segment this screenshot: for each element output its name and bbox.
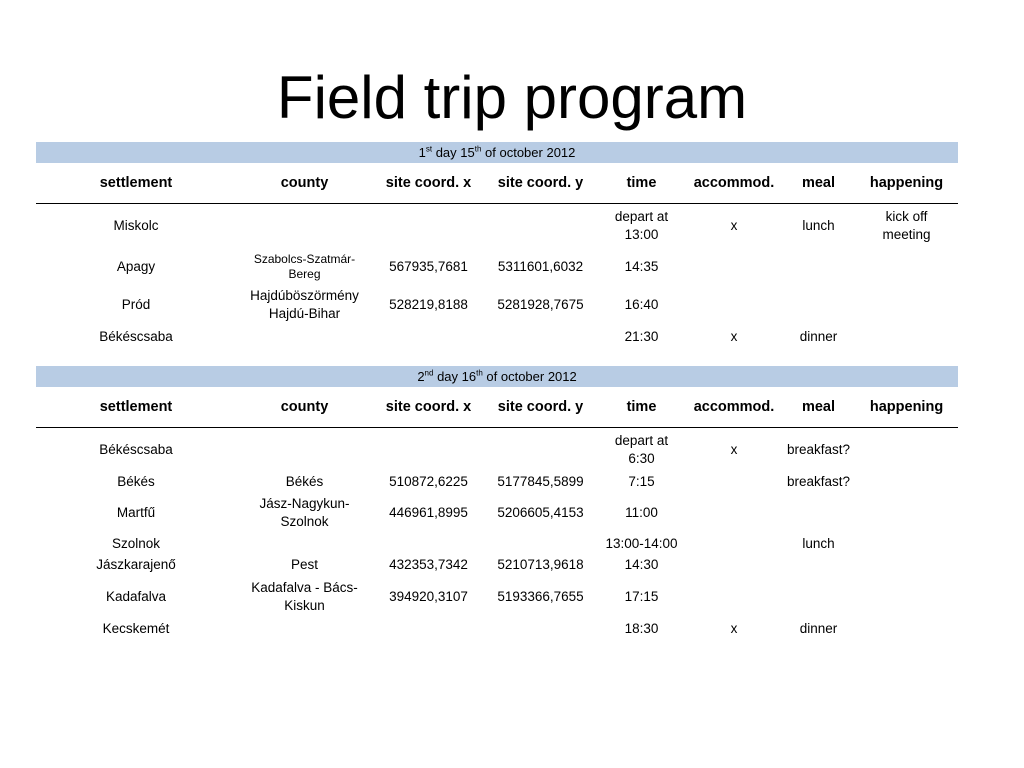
day2-table [36,366,958,640]
cell-county [236,324,373,350]
table-row [36,492,958,534]
cell-happening [855,248,958,286]
cell-accommod [686,286,782,324]
header-meal: meal [782,387,855,428]
cell-x [373,534,484,554]
cell-happening [855,618,958,640]
cell-x: 432353,7342 [389,556,468,572]
cell-meal [782,492,855,534]
cell-county: Jász-Nagykun-Szolnok [259,495,350,529]
cell-y [484,204,597,248]
cell-time: 21:30 [624,328,659,344]
cell-settlement: Pród [121,296,151,312]
cell-county [236,534,373,554]
cell-county [236,618,373,640]
header-site-coord-y: site coord. y [484,163,597,204]
cell-happening: kick off meeting [882,208,931,242]
cell-x [373,618,484,640]
header-happening: happening [855,163,958,204]
table-row [36,618,958,640]
cell-settlement: Békéscsaba [99,441,173,457]
cell-time: 16:40 [624,296,659,312]
cell-y [484,428,597,472]
cell-meal: breakfast? [786,473,851,489]
cell-y: 5177845,5899 [497,473,584,489]
cell-settlement: Miskolc [113,217,159,233]
cell-x: 394920,3107 [389,588,468,604]
header-county: county [236,163,373,204]
cell-county: Szabolcs-Szatmár-Bereg [253,251,356,281]
cell-y: 5281928,7675 [497,296,584,312]
cell-happening [855,534,958,554]
cell-settlement: Martfű [116,504,156,520]
header-settlement: settlement [36,163,236,204]
table-row [36,324,958,350]
header-county: county [236,387,373,428]
table-row [36,472,958,492]
cell-y: 5210713,9618 [497,556,584,572]
header-site-coord-x: site coord. x [373,163,484,204]
cell-settlement: Apagy [116,258,156,274]
cell-meal: lunch [802,535,835,551]
table-row [36,248,958,286]
cell-time: depart at 13:00 [614,208,669,242]
header-accommod: accommod. [686,387,782,428]
cell-settlement: Kecskemét [102,620,170,636]
header-time: time [597,163,686,204]
header-time: time [597,387,686,428]
cell-county: Pest [290,556,318,572]
day1-banner-text: 1st day 15th of october 2012 [36,142,958,163]
cell-settlement: Szolnok [111,535,161,551]
cell-accommod: x [730,217,738,233]
table-row [36,576,958,618]
cell-meal: dinner [799,620,838,636]
cell-happening [855,492,958,534]
cell-x: 510872,6225 [389,473,468,489]
cell-county [236,428,373,472]
cell-meal: breakfast? [786,441,851,457]
header-meal: meal [782,163,855,204]
cell-x: 567935,7681 [389,258,468,274]
cell-county: Békés [285,473,324,489]
cell-happening [855,286,958,324]
table-row [36,534,958,554]
day2-banner-text: 2nd day 16th of october 2012 [36,366,958,387]
cell-y: 5311601,6032 [497,258,584,274]
cell-time: 11:00 [625,504,658,520]
cell-settlement: Jászkarajenő [96,556,176,572]
cell-accommod: x [730,328,738,344]
cell-settlement: Békés [117,473,155,489]
cell-time: 18:30 [624,620,659,636]
page-title: Field trip program [276,64,748,131]
cell-x: 446961,8995 [389,504,468,520]
cell-meal: lunch [802,217,835,233]
cell-time: 17:15 [624,588,659,604]
cell-time: 13:00-14:00 [605,535,678,551]
cell-y: 5206605,4153 [497,504,584,520]
day1-banner [36,142,958,163]
cell-county: Hajdúböszörmény Hajdú-Bihar [250,287,359,321]
cell-y [484,534,597,554]
day2-header-row [36,387,958,428]
cell-accommod [686,534,782,554]
day1-table [36,142,958,350]
cell-meal [782,554,855,576]
cell-accommod [686,492,782,534]
cell-x [373,428,484,472]
cell-happening [855,428,958,472]
table-row [36,554,958,576]
cell-settlement: Kadafalva [105,588,167,604]
table-row [36,428,958,472]
cell-y [484,618,597,640]
header-site-coord-x: site coord. x [373,387,484,428]
header-settlement: settlement [36,387,236,428]
cell-accommod: x [730,441,738,457]
cell-happening [855,324,958,350]
cell-time: 14:35 [624,258,659,274]
day2-banner [36,366,958,387]
cell-time: depart at 6:30 [614,432,669,466]
cell-accommod [686,472,782,492]
cell-accommod [686,248,782,286]
cell-meal [782,286,855,324]
table-row [36,204,958,248]
cell-accommod [686,554,782,576]
cell-meal [782,576,855,618]
cell-settlement: Békéscsaba [99,328,173,344]
cell-x [373,204,484,248]
cell-x: 528219,8188 [389,296,468,312]
cell-happening [855,554,958,576]
cell-accommod: x [730,620,738,636]
cell-x [373,324,484,350]
header-site-coord-y: site coord. y [484,387,597,428]
cell-time: 7:15 [628,473,655,489]
cell-county [236,204,373,248]
header-happening: happening [855,387,958,428]
cell-y: 5193366,7655 [497,588,584,604]
cell-county: Kadafalva - Bács-Kiskun [251,579,358,613]
cell-meal: dinner [799,328,838,344]
cell-meal [782,248,855,286]
cell-y [484,324,597,350]
table-row [36,286,958,324]
header-accommod: accommod. [686,163,782,204]
cell-time: 14:30 [624,556,659,572]
day1-header-row [36,163,958,204]
cell-happening [855,576,958,618]
cell-happening [855,472,958,492]
cell-accommod [686,576,782,618]
